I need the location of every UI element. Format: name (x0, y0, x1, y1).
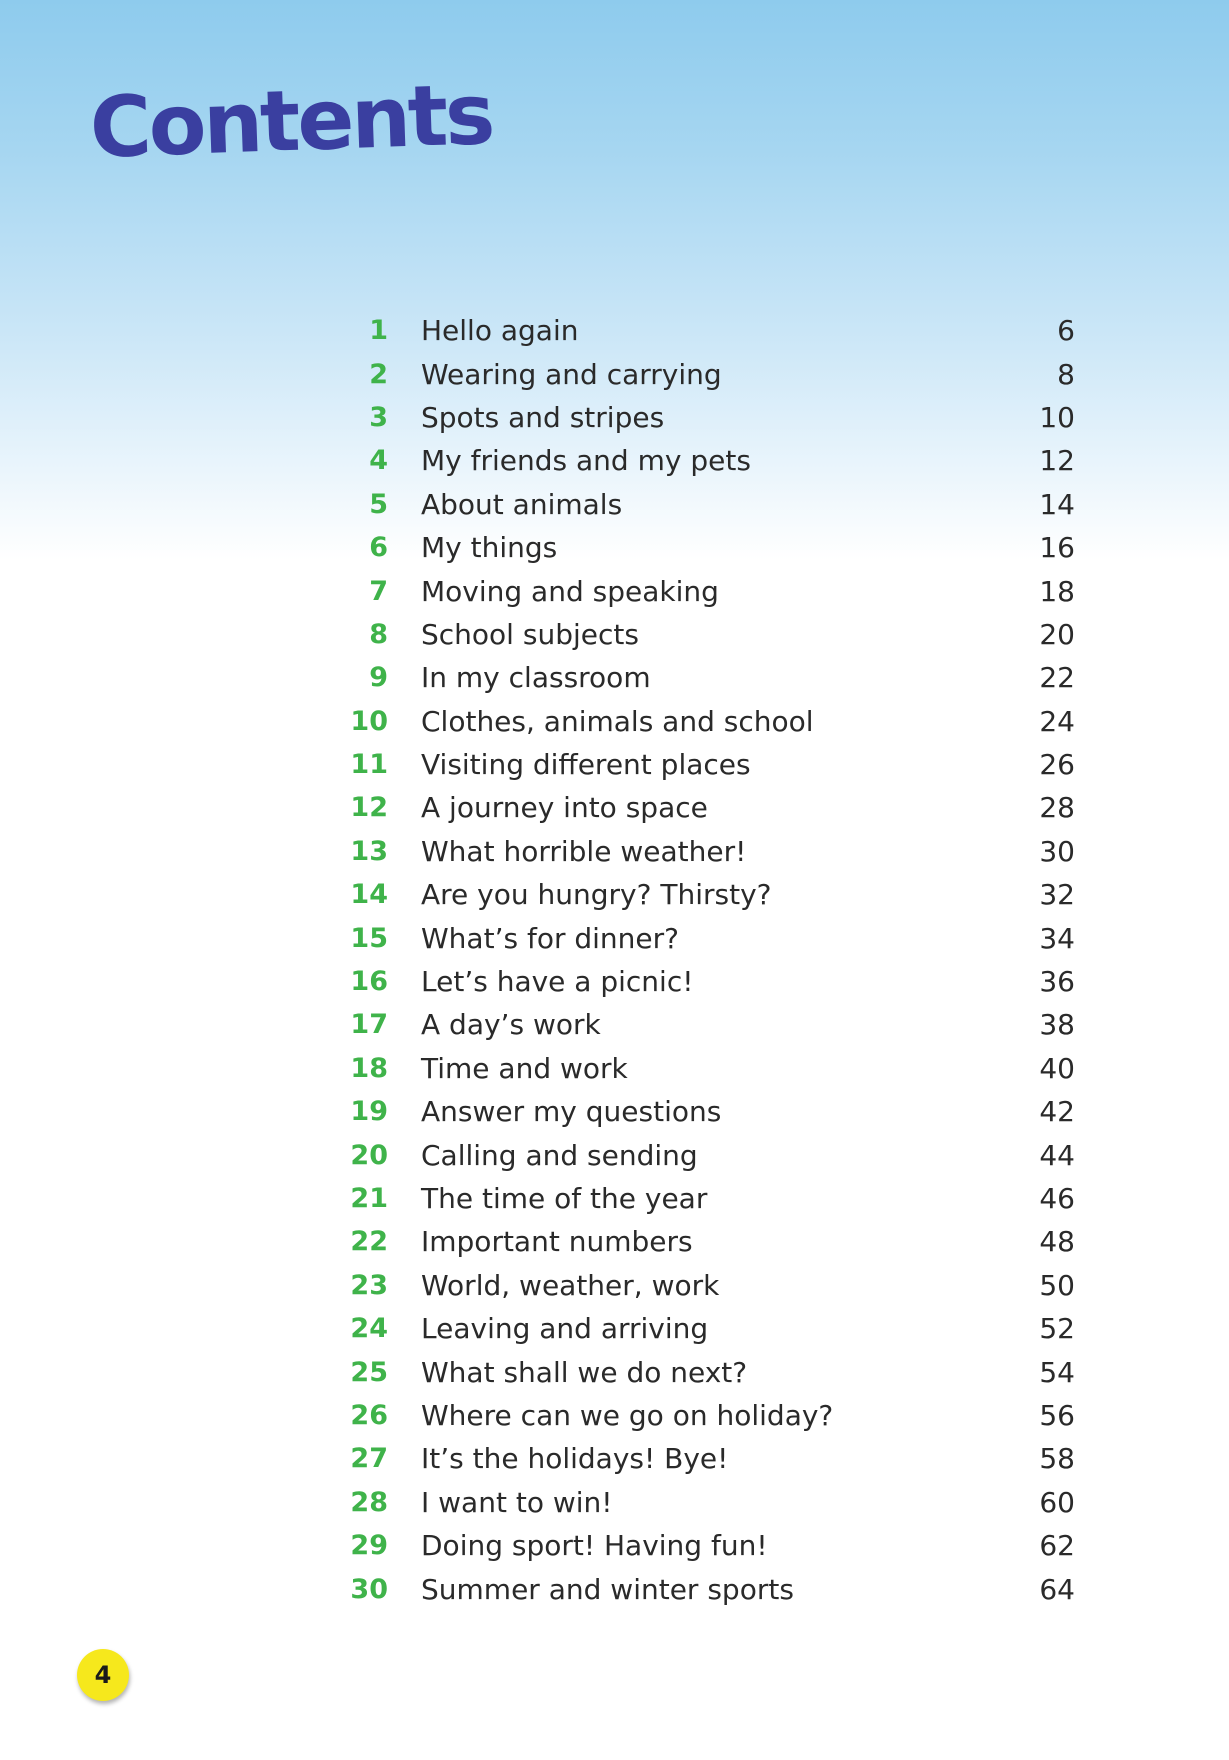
unit-title: Answer my questions (421, 1095, 722, 1129)
toc-row[interactable] (340, 613, 1075, 656)
unit-title: Leaving and arriving (421, 1312, 709, 1346)
unit-page-number: 34 (1039, 921, 1075, 955)
unit-title: In my classroom (421, 661, 651, 695)
unit-title: Spots and stripes (421, 400, 665, 434)
unit-title: Doing sport! Having fun! (421, 1529, 768, 1563)
unit-page-number: 58 (1039, 1442, 1075, 1476)
toc-row[interactable] (340, 396, 1075, 439)
unit-title: Summer and winter sports (421, 1572, 794, 1606)
unit-page-number: 30 (1039, 834, 1075, 868)
toc-row[interactable] (340, 786, 1075, 829)
unit-page-number: 62 (1039, 1529, 1075, 1563)
unit-number: 4 (369, 445, 388, 477)
page-title: Contents (88, 64, 494, 177)
unit-page-number: 64 (1039, 1572, 1075, 1606)
unit-title: Important numbers (421, 1225, 693, 1259)
unit-title: Calling and sending (421, 1138, 698, 1172)
contents-list (340, 309, 1075, 1611)
toc-row[interactable] (340, 309, 1075, 352)
unit-title: Hello again (421, 314, 579, 348)
unit-page-number: 48 (1039, 1225, 1075, 1259)
toc-row[interactable] (340, 352, 1075, 395)
unit-page-number: 20 (1039, 617, 1075, 651)
unit-title: Wearing and carrying (421, 357, 722, 391)
unit-title: Are you hungry? Thirsty? (421, 878, 772, 912)
toc-row[interactable] (340, 1177, 1075, 1220)
unit-page-number: 6 (1057, 314, 1075, 348)
unit-number: 1 (369, 315, 388, 347)
unit-title: I want to win! (421, 1485, 613, 1519)
unit-page-number: 54 (1039, 1355, 1075, 1389)
unit-number: 12 (350, 792, 388, 824)
toc-row[interactable] (340, 1307, 1075, 1350)
toc-row[interactable] (340, 483, 1075, 526)
unit-number: 24 (350, 1313, 388, 1345)
unit-number: 30 (350, 1573, 388, 1605)
page-number-badge: 4 (77, 1649, 129, 1701)
unit-number: 10 (350, 705, 388, 737)
toc-row[interactable] (340, 439, 1075, 482)
unit-number: 15 (350, 922, 388, 954)
unit-page-number: 42 (1039, 1095, 1075, 1129)
unit-number: 5 (369, 488, 388, 520)
toc-row[interactable] (340, 656, 1075, 699)
unit-title: What horrible weather! (421, 834, 747, 868)
unit-number: 28 (350, 1486, 388, 1518)
unit-title: School subjects (421, 617, 639, 651)
toc-row[interactable] (340, 1567, 1075, 1610)
unit-title: World, weather, work (421, 1268, 720, 1302)
unit-title: Moving and speaking (421, 574, 719, 608)
unit-page-number: 28 (1039, 791, 1075, 825)
unit-page-number: 32 (1039, 878, 1075, 912)
unit-number: 21 (350, 1183, 388, 1214)
toc-row[interactable] (340, 1047, 1075, 1090)
unit-title: The time of the year (421, 1182, 708, 1215)
unit-page-number: 24 (1039, 704, 1075, 738)
unit-number: 2 (369, 358, 388, 390)
toc-row[interactable] (340, 1524, 1075, 1567)
unit-page-number: 8 (1057, 357, 1075, 391)
toc-row[interactable] (340, 830, 1075, 873)
toc-row[interactable] (340, 1437, 1075, 1480)
unit-number: 19 (350, 1096, 388, 1128)
unit-number: 22 (350, 1226, 388, 1258)
unit-title: My friends and my pets (421, 444, 751, 478)
unit-page-number: 46 (1039, 1182, 1075, 1215)
unit-number: 23 (350, 1269, 388, 1301)
toc-row[interactable] (340, 1133, 1075, 1176)
unit-page-number: 10 (1039, 400, 1075, 434)
unit-number: 7 (369, 575, 388, 607)
toc-row[interactable] (340, 743, 1075, 786)
toc-row[interactable] (340, 873, 1075, 916)
toc-row[interactable] (340, 569, 1075, 612)
toc-row[interactable] (340, 1003, 1075, 1046)
unit-title: My things (421, 531, 558, 565)
unit-title: What shall we do next? (421, 1355, 748, 1389)
unit-number: 20 (350, 1139, 388, 1171)
unit-number: 9 (369, 662, 388, 694)
unit-number: 11 (350, 749, 388, 781)
toc-row[interactable] (340, 1481, 1075, 1524)
unit-title: What’s for dinner? (421, 921, 680, 955)
unit-page-number: 50 (1039, 1268, 1075, 1302)
unit-page-number: 12 (1039, 444, 1075, 478)
unit-title: Let’s have a picnic! (421, 965, 694, 999)
toc-row[interactable] (340, 1394, 1075, 1437)
unit-page-number: 26 (1039, 748, 1075, 782)
unit-number: 17 (350, 1009, 388, 1041)
unit-title: Clothes, animals and school (421, 704, 814, 738)
unit-page-number: 36 (1039, 965, 1075, 999)
unit-page-number: 14 (1039, 487, 1075, 521)
unit-number: 27 (350, 1443, 388, 1475)
unit-title: Visiting different places (421, 748, 751, 782)
unit-number: 8 (369, 618, 388, 650)
unit-number: 25 (350, 1356, 388, 1388)
unit-number: 13 (350, 835, 388, 867)
unit-number: 16 (350, 966, 388, 998)
unit-page-number: 52 (1039, 1312, 1075, 1346)
unit-page-number: 16 (1039, 531, 1075, 565)
toc-row[interactable] (340, 1350, 1075, 1393)
unit-title: Where can we go on holiday? (421, 1398, 834, 1432)
unit-title: It’s the holidays! Bye! (421, 1442, 729, 1476)
unit-page-number: 40 (1039, 1051, 1075, 1085)
toc-row[interactable] (340, 960, 1075, 1003)
unit-number: 18 (350, 1052, 388, 1084)
unit-page-number: 44 (1039, 1138, 1075, 1172)
unit-number: 29 (350, 1530, 388, 1562)
unit-number: 26 (350, 1399, 388, 1431)
unit-title: A journey into space (421, 791, 708, 825)
toc-row[interactable] (340, 1090, 1075, 1133)
unit-page-number: 22 (1039, 661, 1075, 695)
toc-row[interactable] (340, 1264, 1075, 1307)
unit-page-number: 18 (1039, 574, 1075, 608)
unit-number: 3 (369, 401, 388, 433)
unit-title: Time and work (421, 1051, 628, 1085)
unit-page-number: 56 (1039, 1398, 1075, 1432)
unit-number: 14 (350, 879, 388, 911)
unit-page-number: 60 (1039, 1485, 1075, 1519)
toc-row[interactable] (340, 526, 1075, 569)
unit-number: 6 (369, 532, 388, 564)
unit-title: A day’s work (421, 1008, 601, 1042)
unit-title: About animals (421, 487, 623, 521)
toc-row[interactable] (340, 1220, 1075, 1263)
toc-row[interactable] (340, 700, 1075, 743)
toc-row[interactable] (340, 916, 1075, 959)
unit-page-number: 38 (1039, 1008, 1075, 1042)
